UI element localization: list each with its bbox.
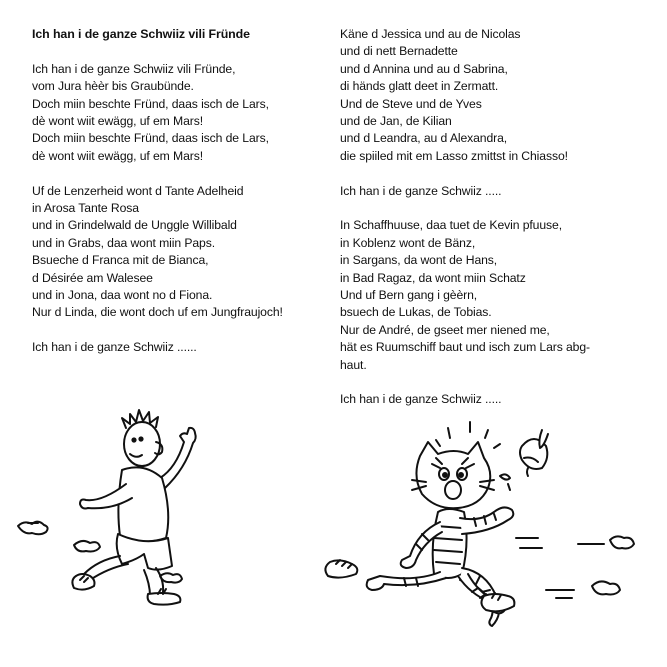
lyric-line: in Arosa Tante Rosa [32,201,139,216]
lyric-line: in Bad Ragaz, da wont miin Schatz [340,270,526,285]
left-stanza-1 [32,61,332,165]
lyric-line: und in Jona, daa wont no d Fiona. [32,288,213,303]
lyric-line: In Schaffhuuse, daa tuet de Kevin pfuuse, [340,218,562,233]
surprise-marks [436,422,500,448]
lyric-line: di händs glatt deet in Zermatt. [340,79,499,94]
lyric-line: in Koblenz wont de Bänz, [340,235,476,250]
boy-head [122,410,162,466]
speed-lines [516,536,634,598]
lyric-line: haut. [340,357,367,372]
lyric-line: Bsueche d Franca mit de Bianca, [32,253,209,268]
lyric-line: und de Jan, de Kilian [340,114,452,129]
lyric-line: in Sargans, da wont de Hans, [340,253,498,268]
lyric-line: Uf de Lenzerheid wont d Tante Adelheid [32,183,244,198]
lyric-line: Nur d Linda, die wont doch uf em Jungfraujoch! [32,305,283,320]
lyric-line: die spiiled mit em Lasso zmittst in Chiasso! [340,148,568,163]
right-text-column [340,26,630,426]
lyric-line: vom Jura hèèr bis Graubünde. [32,79,194,94]
lyric-line: Käne d Jessica und au de Nicolas [340,27,521,41]
left-text-column [32,26,332,374]
lyric-line: Doch miin beschte Fründ, daas isch de Lars, [32,96,269,111]
lyric-line: Ich han i de ganze Schwiiz vili Fründe, [32,61,236,76]
running-cat-illustration [310,418,660,636]
lyric-line: Und de Steve und de Yves [340,96,482,111]
cat-head [412,442,494,508]
lyric-line: d Désirée am Walesee [32,270,153,285]
boy-torso [118,467,168,541]
refrain-line: Ich han i de ganze Schwiiz ...... [32,340,197,355]
lyric-line: und in Grindelwald de Unggle Willibald [32,218,237,233]
right-stanza-2 [340,217,630,374]
lyric-line: Nur de André, de gseet mer niened me, [340,322,550,337]
lyric-line: hät es Ruumschiff baut und isch zum Lars abg- [340,340,590,355]
song-title: Ich han i de ganze Schwiiz vili Fründe [32,27,250,41]
right-stanza-1 [340,26,630,165]
refrain-line: Ich han i de ganze Schwiiz ..... [340,183,502,198]
lyric-line: und in Grabs, daa wont miin Paps. [32,235,216,250]
lyric-line: Doch miin beschte Fründ, daas isch de Lars, [32,131,269,146]
left-stanza-2 [32,183,332,322]
lyric-line: Und uf Bern gang i gèèrn, [340,288,478,303]
refrain-line: Ich han i de ganze Schwiiz ..... [340,392,502,407]
flying-cap [520,430,548,476]
lyric-line: bsuech de Lukas, de Tobias. [340,305,492,320]
lyric-line: dè wont wiit ewägg, uf em Mars! [32,148,203,163]
lyric-line: und d Annina und au d Sabrina, [340,61,508,76]
running-boy-illustration [10,398,240,613]
lyric-line: dè wont wiit ewägg, uf em Mars! [32,114,203,129]
lyric-line: und di nett Bernadette [340,44,458,59]
lyric-line: und d Leandra, au d Alexandra, [340,131,508,146]
